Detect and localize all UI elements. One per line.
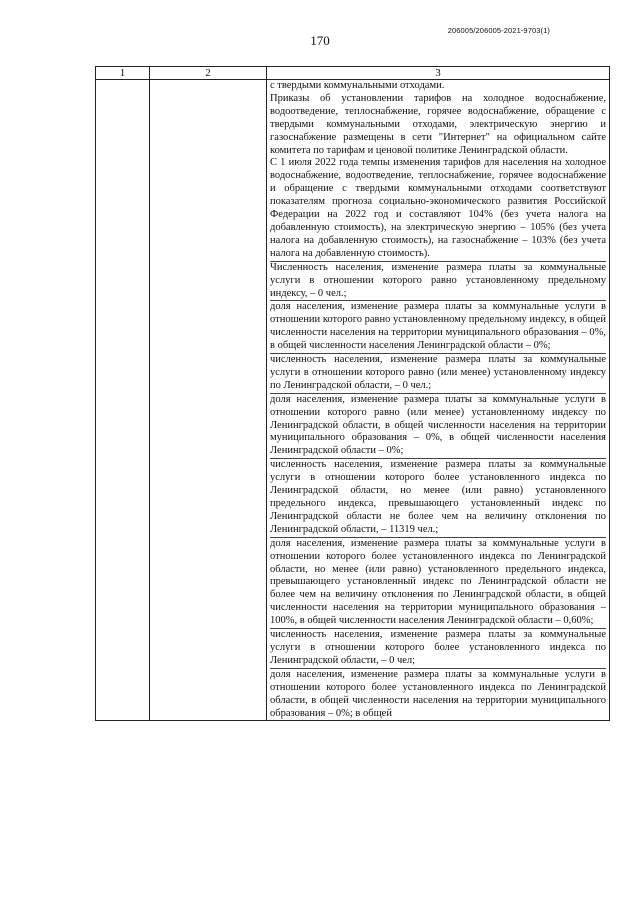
paragraph: доля населения, изменение размера платы за коммунальные услуги в отношении которого более установленного индекса по Ленинградской области, но менее (или равно) установленного предельного индекса, превышающего установленный индекс по Ленинградской области не более чем на величину отклонения по Ленинградской области, в общей численности населения на территории муниципального образования – 100%, в общей численности населения Ленинградской области – 0,60%; [270, 537, 606, 627]
paragraph: доля населения, изменение размера платы за коммунальные услуги в отношении которого равно (или менее) установленному индексу по Ленинградской области, в общей численности населения на территории муниципального образования – 0%, в общей численности населения Ленинградской области – 0%; [270, 393, 606, 457]
cell-column-3 [267, 80, 610, 721]
column-header-2: 2 [150, 67, 267, 80]
table-header-row [96, 67, 610, 80]
text-segment [270, 538, 606, 629]
text-segment [270, 629, 606, 669]
paragraph: доля населения, изменение размера платы за коммунальные услуги в отношении которого равно установленному предельному индексу, в общей численности населения на территории муниципального образования – 0%, в общей численности населения Ленинградской области – 0%; [270, 301, 606, 352]
cell-column-2 [150, 80, 267, 721]
column-header-3: 3 [267, 67, 610, 80]
paragraph: численность населения, изменение размера платы за коммунальные услуги в отношении которого равно (или менее) установленному индексу по Ленинградской области, – 0 чел.; [270, 354, 606, 391]
paragraph: доля населения, изменение размера платы за коммунальные услуги в отношении которого более установленного индекса по Ленинградской области, в общей численности населения на территории муниципального образования – 0%; в общей [270, 668, 606, 719]
text-segment [270, 262, 606, 302]
text-segment [270, 301, 606, 354]
paragraph: численность населения, изменение размера платы за коммунальные услуги в отношении которого более установленного индекса по Ленинградской области, – 0 чел; [270, 629, 606, 666]
paragraph: Приказы об установлении тарифов на холодное водоснабжение, водоотведение, теплоснабжение, горячее водоснабжение, обращение с твердыми коммунальными отходами, электрическую энергию и газоснабжение размещены в сети "Интернет" на официальном сайте комитета по тарифам и ценовой политике Ленинградской области. [270, 92, 606, 156]
paragraph: численность населения, изменение размера платы за коммунальные услуги в отношении которого более установленного индекса по Ленинградской области, но менее (или равно) установленного предельного индекса, превышающего установленный индекс по Ленинградской области не более чем на величину отклонения по Ленинградской области, – 11319 чел.; [270, 459, 606, 535]
text-segment [270, 80, 606, 262]
text-segment [270, 394, 606, 460]
text-segment [270, 669, 606, 721]
text-segment [270, 459, 606, 537]
text-segment [270, 354, 606, 394]
document-code: 206005/206005-2021-9703(1) [447, 26, 550, 35]
table-row [96, 80, 610, 721]
column-header-1: 1 [96, 67, 150, 80]
page-number: 170 [310, 33, 330, 48]
paragraph: с твердыми коммунальными отходами. [270, 80, 445, 91]
paragraph: С 1 июля 2022 года темпы изменения тарифов для населения на холодное водоснабжение, водоотведение, теплоснабжение, горячее водоснабжение и обращение с твердыми коммунальными отходами соответствуют показателям прогноза социально-экономического развития Российской Федерации на 2022 год и составляют 104% (без учета налога на добавленную стоимость), на электрическую энергию – 105% (без учета налога на добавленную стоимость), на газоснабжение – 103% (без учета налога на добавленную стоимость). [270, 157, 606, 259]
paragraph: Численность населения, изменение размера платы за коммунальные услуги в отношении которого равно установленному предельному индексу, – 0 чел.; [270, 261, 606, 299]
cell-column-1 [96, 80, 150, 721]
document-table [95, 66, 610, 721]
